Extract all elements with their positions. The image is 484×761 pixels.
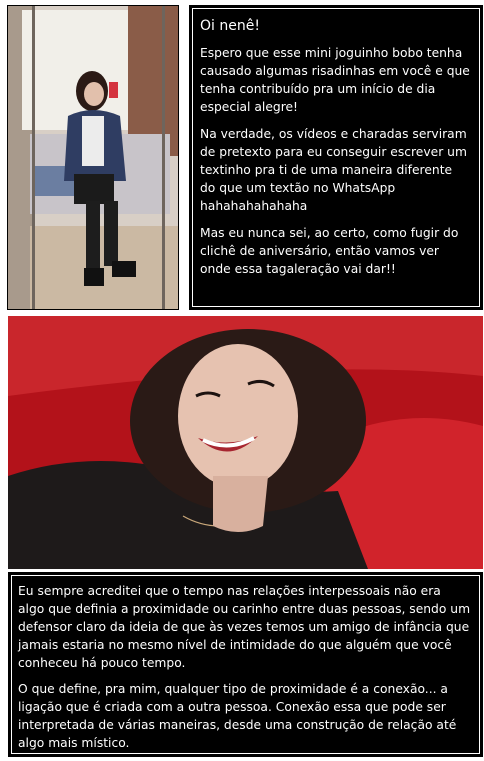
letter-paragraph-3: Mas eu nunca sei, ao certo, como fugir do clichê de aniversário, então vamos ver onde essa tagaleração vai dar!! — [200, 226, 459, 276]
mirror-selfie-photo — [7, 5, 179, 310]
reflection-text-panel — [8, 572, 483, 757]
reflection-paragraph-1: Eu sempre acreditei que o tempo nas relações interpessoais não era algo que definia a proximidade ou carinho entre duas pessoas, sendo um defensor claro da ideia de que às vezes temos um amigo de infância que jamais estaria no mesmo nível de intimidade do que alguém que você conheceu há pouco tempo. — [18, 584, 471, 670]
reflection-paragraph-2: O que define, pra mim, qualquer tipo de proximidade é a conexão... a ligação que é criada com a outra pessoa. Conexão essa que pode ser interpretada de várias maneiras, desde uma construção de relação até algo mais místico. — [18, 682, 457, 750]
letter-text-panel — [189, 5, 483, 310]
letter-paragraph-2: Na verdade, os vídeos e charadas serviram de pretexto para eu conseguir escrever um textinho pra ti de uma maneira diferente do que um textão no WhatsApp hahahahahahaha — [200, 127, 467, 213]
letter-paragraph-1: Espero que esse mini joguinho bobo tenha causado algumas risadinhas em você e que tenha contribuído pra um início de dia especial alegre! — [200, 46, 470, 114]
smiling-portrait-photo — [8, 316, 483, 569]
greeting-title: Oi nenê! — [200, 18, 260, 34]
